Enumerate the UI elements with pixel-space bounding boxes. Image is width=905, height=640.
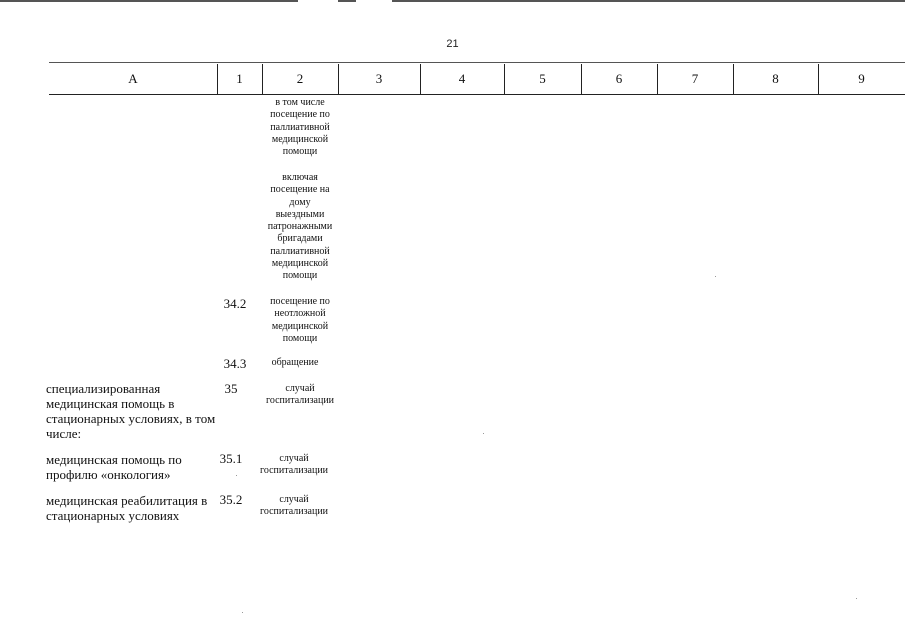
unit-line: посещение на	[270, 184, 330, 196]
scan-speck	[236, 475, 237, 476]
row-code: 35	[224, 381, 238, 396]
unit-line: случай	[279, 453, 309, 464]
scan-speck	[856, 598, 857, 599]
unit-line: госпитализации	[265, 395, 335, 407]
unit-line: патронажными	[267, 221, 333, 233]
unit-line: включая	[282, 172, 318, 183]
scan-speck	[242, 612, 243, 613]
page-number: 21	[446, 38, 459, 50]
unit-line: обращение	[271, 357, 319, 368]
unit-line: медицинской	[271, 320, 329, 332]
unit-line: госпитализации	[259, 506, 329, 518]
unit-line: выездными	[275, 208, 325, 220]
unit-line: посещение по	[270, 296, 330, 307]
row-code: 34.2	[223, 296, 247, 311]
row-code: 35.1	[219, 451, 243, 466]
scan-speck	[715, 276, 716, 277]
unit-cell	[254, 97, 346, 158]
unit-line: медицинской	[271, 258, 329, 270]
unit-line: помощи	[282, 270, 318, 282]
column-header-2: 2	[296, 71, 304, 86]
scan-speck	[483, 433, 484, 434]
unit-cell	[254, 357, 336, 369]
column-header-5: 5	[539, 71, 546, 86]
unit-cell	[254, 172, 346, 283]
unit-line: госпитализации	[259, 465, 329, 477]
unit-line: помощи	[282, 332, 318, 344]
unit-line: бригадами	[277, 233, 323, 245]
scan-edge-line	[392, 0, 905, 2]
row-name: медицинская реабилитация в стационарных условиях	[46, 493, 208, 523]
column-header-6: 6	[615, 71, 623, 86]
unit-line: случай	[279, 494, 309, 505]
row-name: специализированная медицинская помощь в стационарных условиях, в том числе:	[46, 381, 216, 441]
unit-cell	[254, 383, 346, 408]
column-header-7: 7	[691, 71, 699, 86]
row-name: медицинская помощь по профилю «онкология»	[46, 452, 182, 482]
unit-line: в том числе	[275, 97, 325, 108]
scan-edge-line	[0, 0, 298, 2]
table-top-border	[49, 62, 905, 63]
column-header-1: 1	[236, 71, 243, 86]
row-code: 35.2	[219, 492, 243, 507]
unit-line: паллиативной	[270, 121, 330, 133]
column-header-a: А	[128, 71, 138, 86]
unit-cell	[248, 494, 340, 519]
column-header-8: 8	[772, 71, 779, 86]
unit-line: неотложной	[274, 308, 326, 320]
column-header-3: 3	[375, 71, 383, 86]
unit-cell	[248, 453, 340, 478]
unit-line: дому	[289, 196, 311, 208]
unit-cell	[254, 296, 346, 345]
unit-line: паллиативной	[270, 245, 330, 257]
unit-line: посещение по	[270, 109, 330, 121]
table-header-bottom-border	[49, 94, 905, 95]
column-header-4: 4	[458, 71, 466, 86]
column-header-9: 9	[858, 71, 865, 86]
unit-line: медицинской	[271, 133, 329, 145]
scan-edge-line	[338, 0, 356, 2]
unit-line: случай	[285, 383, 315, 394]
unit-line: помощи	[282, 146, 318, 158]
row-code: 34.3	[223, 356, 247, 371]
